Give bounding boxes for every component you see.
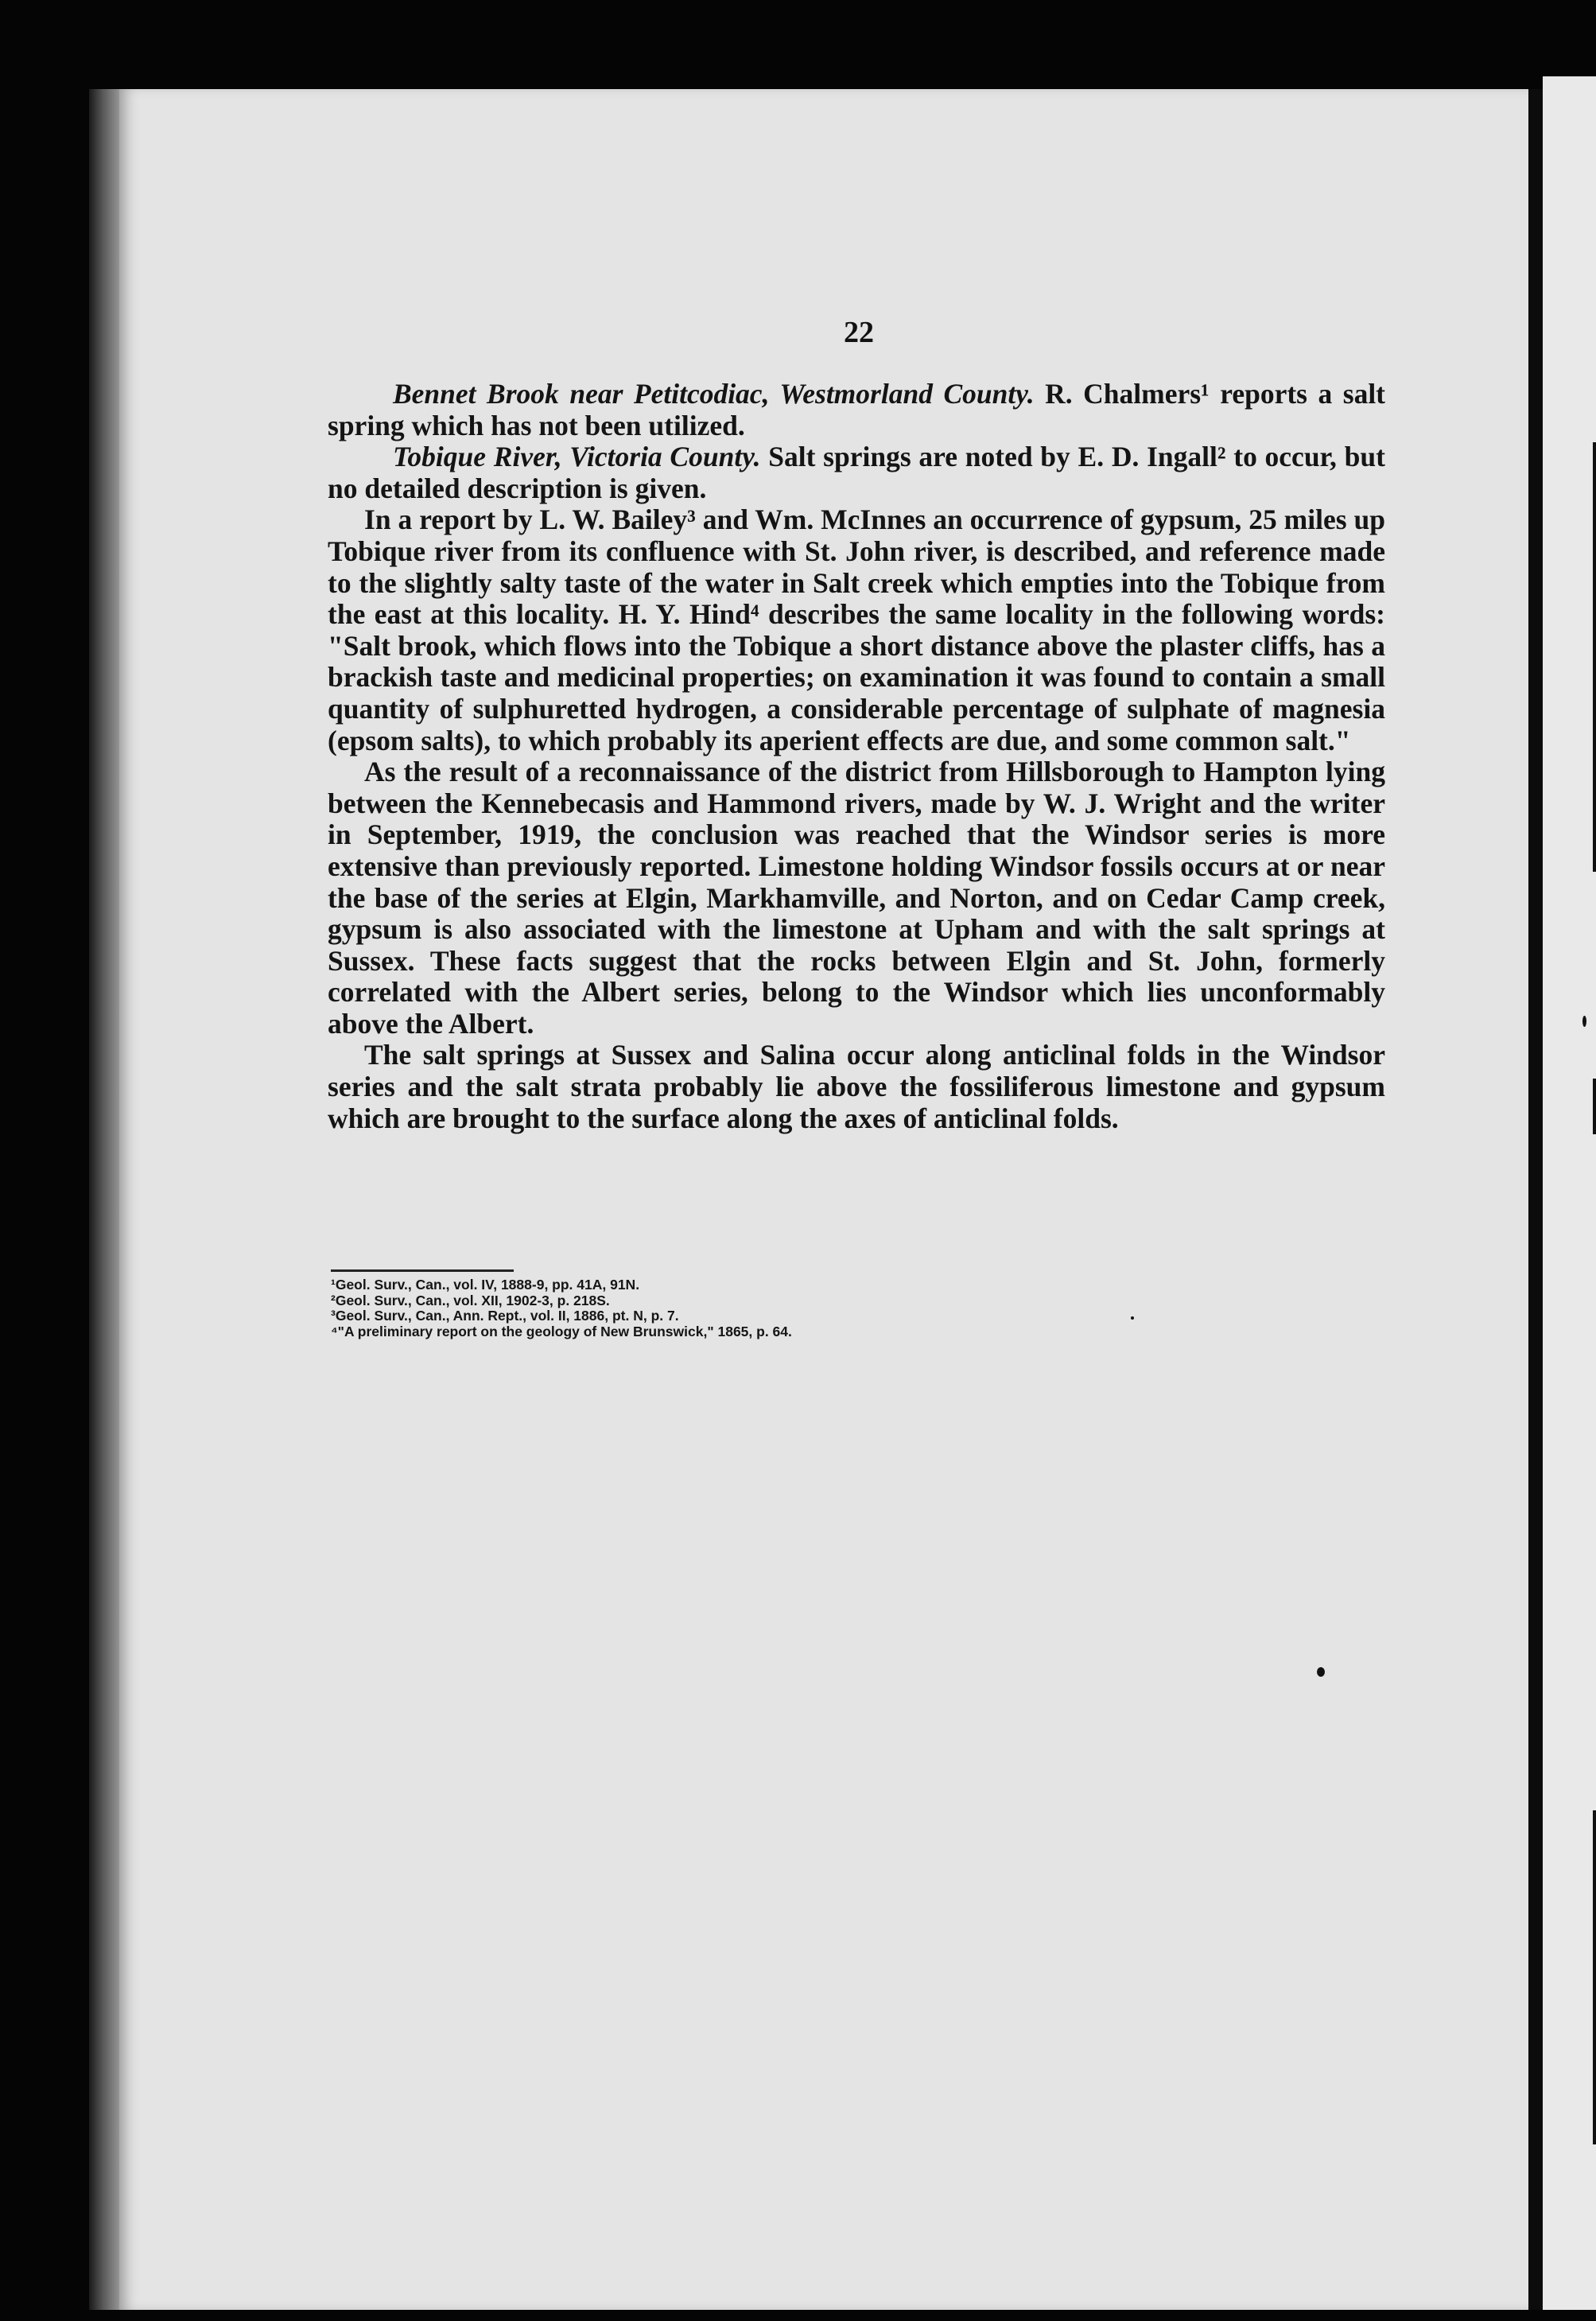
adjacent-page-mark — [1593, 1079, 1596, 1134]
page-number: 22 — [844, 316, 874, 349]
section-heading: Tobique River, Victoria County. — [393, 441, 761, 473]
paragraph-tobique-river — [328, 441, 1385, 504]
adjacent-page-mark — [1593, 1810, 1596, 2144]
paragraph-text: Salt springs are noted by E. D. Ingall² to occur, but no detailed description is given. — [328, 441, 1385, 504]
section-heading: Bennet Brook near Petitcodiac, Westmorland County. — [393, 378, 1035, 410]
page-gutter — [1528, 89, 1543, 2310]
paragraph-bailey-report: In a report by L. W. Bailey³ and Wm. McInnes an occurrence of gypsum, 25 miles up Tobique river from its confluence with St. John river, is described, and reference made to the slightly salty taste of the water in Salt creek which empties into the Tobique from the east at this locality. H. Y. Hind⁴ describes the same locality in the following words: "Salt brook, which flows into the Tobique a short distance above the plaster cliffs, has a brackish taste and medicinal properties; on examination it was found to contain a small quantity of sulphuretted hydrogen, a considerable percentage of sulphate of magnesia (epsom salts), to which probably its aperient effects are due, and some common salt." — [328, 503, 1385, 756]
footnote: ³Geol. Surv., Can., Ann. Rept., vol. II, 1886, pt. N, p. 7. — [331, 1308, 679, 1324]
paragraph-bennet-brook — [328, 379, 1385, 441]
paragraph-text: R. Chalmers¹ reports a salt spring which has not been utilized. — [328, 378, 1386, 441]
scan-speck — [1131, 1316, 1134, 1320]
paragraph-salt-springs: The salt springs at Sussex and Salina occur along anticlinal folds in the Windsor series and the salt strata probably lie above the fossiliferous limestone and gypsum which are brought to the surface along the axes of anticlinal folds. — [328, 1039, 1385, 1134]
paragraph-reconnaissance: As the result of a reconnaissance of the district from Hillsborough to Hampton lying between the Kennebecasis and Hammond rivers, made by W. J. Wright and the writer in September, 1919, the conclusion was reached that the Windsor series is more extensive than previously reported. Limestone holding Windsor fossils occurs at or near the base of the series at Elgin, Markhamville, and Norton, and on Cedar Camp creek, gypsum is also associated with the limestone at Upham and with the salt springs at Sussex. These facts suggest that the rocks between Elgin and St. John, formerly correlated with the Albert series, belong to the Windsor which lies unconformably above the Albert. — [328, 756, 1385, 1040]
footnotes — [331, 1277, 1126, 1339]
footnote-rule — [331, 1269, 514, 1272]
footnote: ⁴"A preliminary report on the geology of New Brunswick," 1865, p. 64. — [331, 1323, 792, 1339]
page-left-edge — [89, 89, 121, 2310]
scan-speck — [1317, 1667, 1325, 1677]
adjacent-page-edge — [1543, 76, 1596, 2310]
adjacent-page-mark — [1593, 442, 1596, 872]
scan-speck — [1582, 1016, 1586, 1027]
footnote: ¹Geol. Surv., Can., vol. IV, 1888-9, pp. 41A, 91N. — [331, 1277, 640, 1293]
footnote: ²Geol. Surv., Can., vol. XII, 1902-3, p. 218S. — [331, 1292, 610, 1308]
body-text — [328, 379, 1385, 1134]
